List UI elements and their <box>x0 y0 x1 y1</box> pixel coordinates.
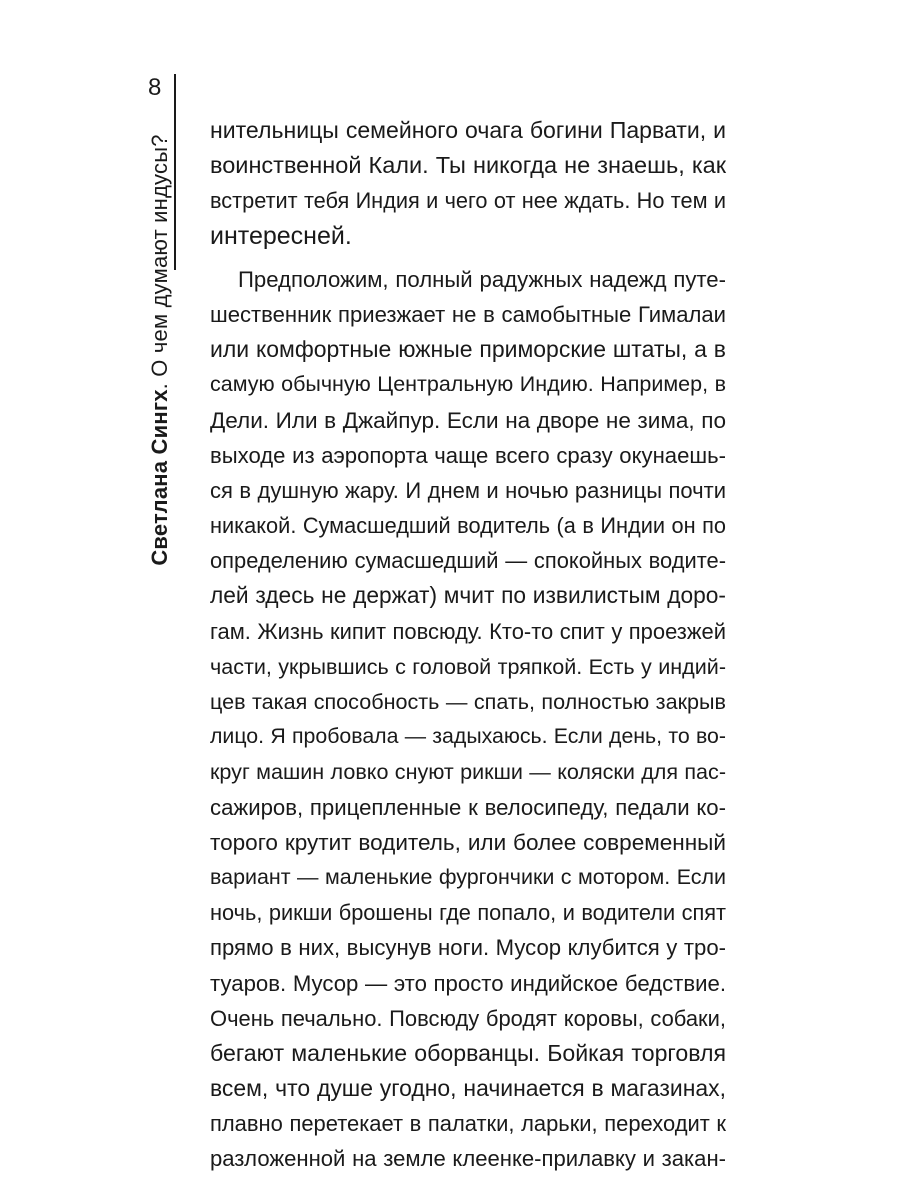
running-head <box>145 70 175 630</box>
text-line: определению сумасшедший — спокойных водите- <box>210 548 726 574</box>
text-line: интересней. <box>210 221 352 250</box>
text-line: части, укрывшись с головой тряпкой. Есть у индий- <box>210 653 726 679</box>
text-line: торого крутит водитель, или более современный <box>210 829 726 855</box>
text-line: гам. Жизнь кипит повсюду. Кто-то спит у проезжей <box>210 618 726 644</box>
text-line: или комфортные южные приморские штаты, а в <box>210 336 726 363</box>
text-line: ся в душную жару. И днем и ночью разницы почти <box>210 477 726 503</box>
text-line: нительницы семейного очага богини Парвати, и <box>210 117 726 143</box>
text-line: встретит тебя Индия и чего от нее ждать. Но тем и <box>210 188 726 214</box>
text-line: выходе из аэропорта чаще всего сразу окунаешь- <box>210 442 726 468</box>
running-head-title: О чем думают индусы? <box>147 134 172 377</box>
text-line: плавно перетекает в палатки, ларьки, переходит к <box>210 1111 726 1137</box>
text-line-indent: Предположим, полный радужных надежд путе- <box>238 266 726 292</box>
running-head-separator: . <box>147 376 172 390</box>
text-line: самую обычную Центральную Индию. Например, в <box>210 372 726 397</box>
page-number: 8 <box>148 74 162 101</box>
text-line: лей здесь не держат) мчит по извилистым доро- <box>210 582 726 609</box>
running-head-author: Светлана Сингх <box>147 389 172 566</box>
text-line: цев такая способность — спать, полностью закрыв <box>210 689 726 714</box>
text-line: сажиров, прицепленные к велосипеду, педали ко- <box>210 794 726 820</box>
text-line: всем, что душе угодно, начинается в магазинах, <box>210 1075 726 1102</box>
text-line: ночь, рикши брошены где попало, и водители спят <box>210 900 726 926</box>
text-line: лицо. Я пробовала — задыхаюсь. Если день, то во- <box>210 724 726 749</box>
text-line: круг машин ловко снуют рикши — коляски для пас- <box>210 759 726 785</box>
text-line: шественник приезжает не в самобытные Гималаи <box>210 301 726 327</box>
text-line: прямо в них, высунув ноги. Мусор клубится у тро- <box>210 935 726 961</box>
text-line: вариант — маленькие фургончики с мотором. Если <box>210 864 726 889</box>
text-line: Очень печально. Повсюду бродят коровы, собаки, <box>210 1005 726 1031</box>
text-line: воинственной Кали. Ты никогда не знаешь, как <box>210 152 726 179</box>
body-text <box>210 113 726 1177</box>
paragraph-gap <box>210 254 726 262</box>
text-line: разложенной на земле клеенке-прилавку и закан- <box>210 1146 726 1172</box>
text-line: никакой. Сумасшедший водитель (а в Индии он по <box>210 513 726 539</box>
text-line: туаров. Мусор — это просто индийское бедствие. <box>210 970 726 996</box>
text-line: бегают маленькие оборванцы. Бойкая торговля <box>210 1039 726 1066</box>
text-line: Дели. Или в Джайпур. Если на дворе не зима, по <box>210 407 726 433</box>
